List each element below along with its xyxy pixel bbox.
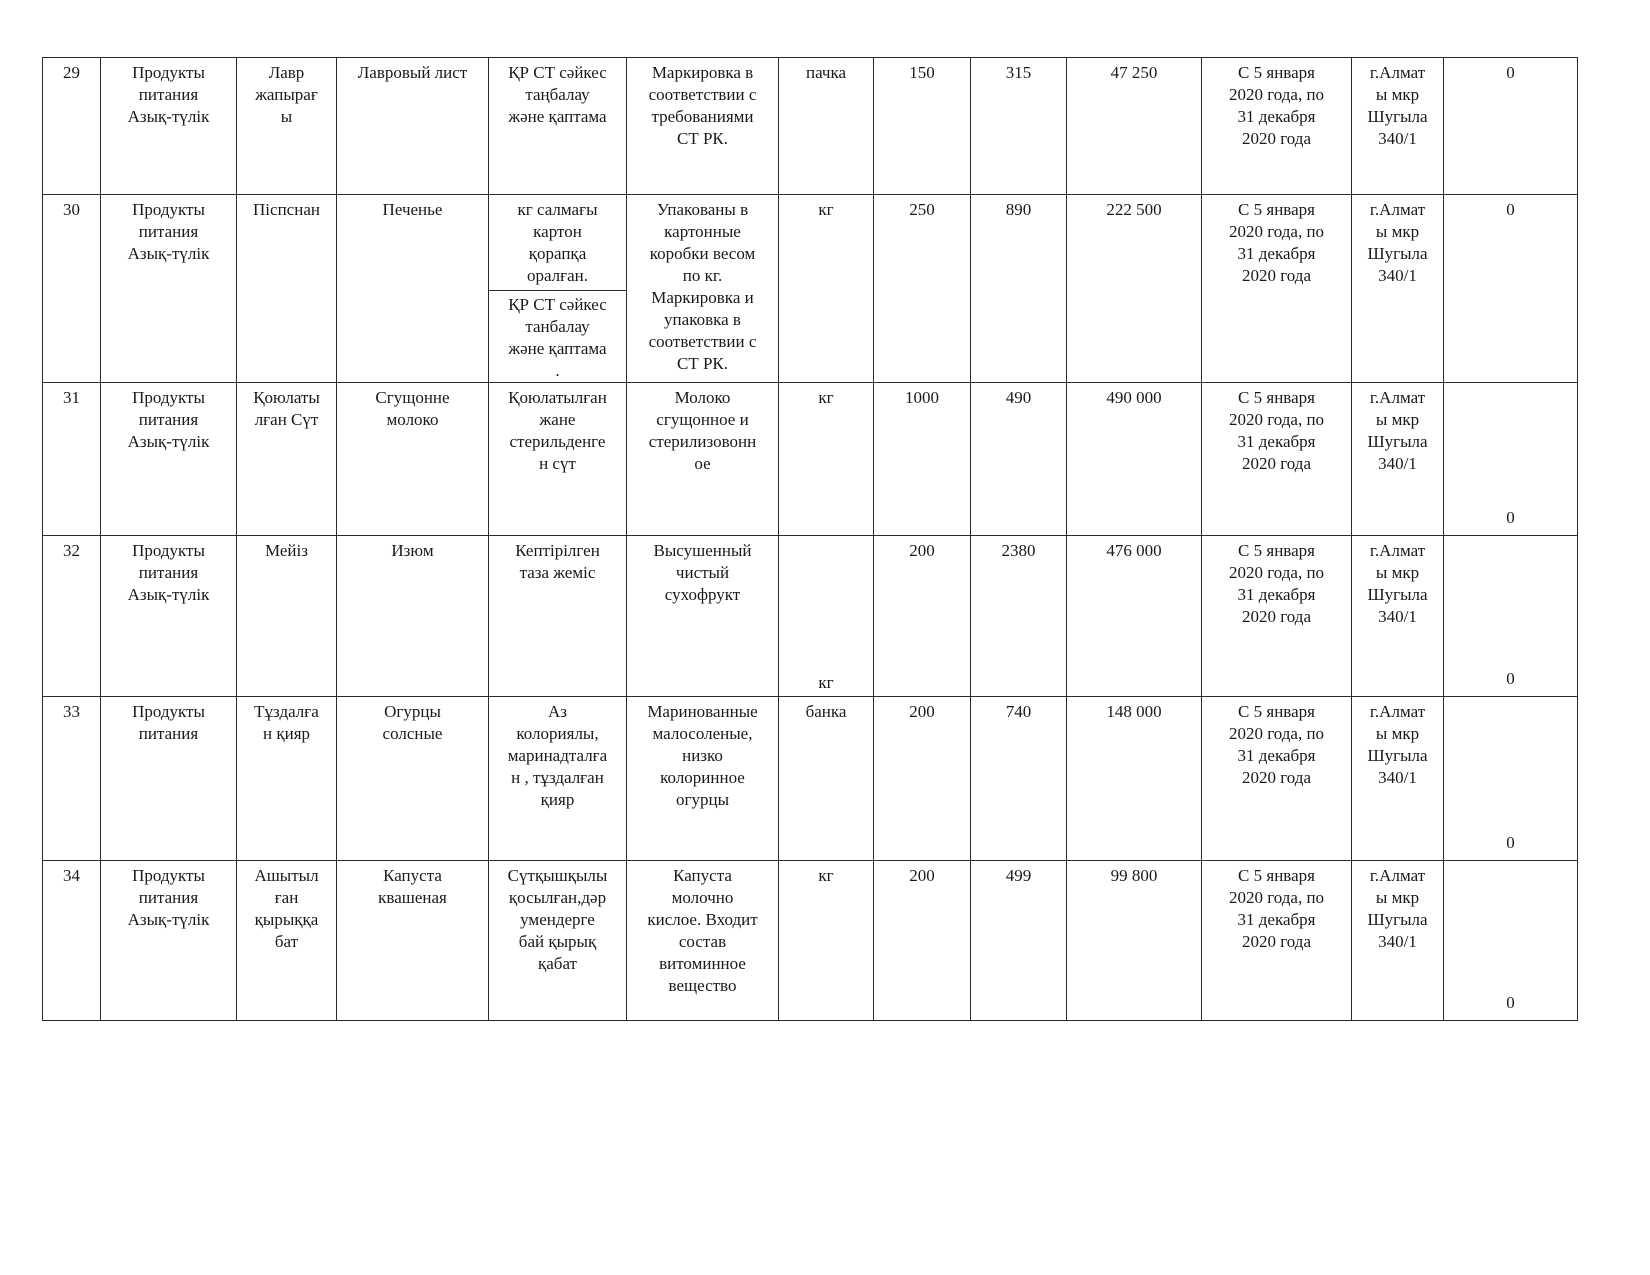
cell-line: Капуста xyxy=(673,866,732,885)
name-ru-cell xyxy=(337,383,489,536)
row-number: 32 xyxy=(43,536,101,697)
cell-line: 340/1 xyxy=(1378,932,1417,951)
unit-cell xyxy=(779,195,874,383)
cell-line: картон xyxy=(533,222,582,241)
cell-line: танбалау xyxy=(525,317,590,336)
cell-line: ы xyxy=(280,107,293,126)
spec-kz-part xyxy=(493,199,622,290)
spec-kz-cell xyxy=(489,58,627,195)
cell-line: 31 декабря xyxy=(1237,432,1316,451)
cell-line: Высушенный xyxy=(653,541,752,560)
period-cell xyxy=(1202,536,1352,697)
cell-line: Лавровый лист xyxy=(357,63,468,82)
cell-line: С 5 января xyxy=(1238,200,1315,219)
spec-ru-cell xyxy=(627,697,779,861)
cell-line: колоринное xyxy=(660,768,745,787)
cell-line: квашеная xyxy=(378,888,447,907)
name-kz-cell xyxy=(237,861,337,1021)
cell-line: стерильденге xyxy=(509,432,606,451)
address-cell xyxy=(1352,195,1444,383)
price-cell: 499 xyxy=(971,861,1067,1021)
address-cell xyxy=(1352,58,1444,195)
cell-line: 2020 года xyxy=(1241,454,1311,473)
cell-line: С 5 января xyxy=(1238,63,1315,82)
quantity-cell: 200 xyxy=(874,536,971,697)
cell-line: питания xyxy=(138,85,199,104)
cell-line: ы мкр xyxy=(1375,410,1420,429)
cell-line: 2020 года, по xyxy=(1228,888,1325,907)
cell-line: 2020 года, по xyxy=(1228,563,1325,582)
cell-line: молочно xyxy=(671,888,734,907)
cell-line: питания xyxy=(138,410,199,429)
cell-line: СТ РК. xyxy=(676,354,729,373)
name-ru-cell xyxy=(337,861,489,1021)
sum-cell: 222 500 xyxy=(1067,195,1202,383)
cell-line: соответствии с xyxy=(648,85,757,104)
name-kz-cell xyxy=(237,58,337,195)
cell-line: Маркировка и xyxy=(651,288,754,307)
cell-line: Продукты xyxy=(132,702,205,721)
category-cell xyxy=(101,383,237,536)
advance-cell xyxy=(1444,58,1578,195)
cell-line: по кг. xyxy=(682,266,723,285)
cell-line: таңбалау xyxy=(525,85,590,104)
spec-ru-cell xyxy=(627,195,779,383)
cell-line: чистый xyxy=(675,563,730,582)
price-cell: 890 xyxy=(971,195,1067,383)
unit-cell xyxy=(779,697,874,861)
cell-line: 2020 года xyxy=(1241,129,1311,148)
cell-line: . xyxy=(555,361,560,380)
cell-line: 31 декабря xyxy=(1237,107,1316,126)
cell-line: Шугыла xyxy=(1367,910,1428,929)
spec-kz-part xyxy=(493,540,622,587)
table-row xyxy=(43,536,1578,697)
cell-line: Огурцы xyxy=(384,702,441,721)
cell-line: бай қырық xyxy=(518,932,597,951)
name-ru-cell xyxy=(337,58,489,195)
cell-line: малосоленые, xyxy=(652,724,753,743)
cell-line: 31 декабря xyxy=(1237,244,1316,263)
price-cell: 490 xyxy=(971,383,1067,536)
cell-line: Азық-түлік xyxy=(127,585,210,604)
spec-kz-cell xyxy=(489,697,627,861)
cell-line: Шугыла xyxy=(1367,244,1428,263)
quantity-cell: 1000 xyxy=(874,383,971,536)
address-cell xyxy=(1352,697,1444,861)
advance-cell xyxy=(1444,861,1578,1021)
address-cell xyxy=(1352,861,1444,1021)
name-ru-cell xyxy=(337,697,489,861)
cell-line: сгущонное и xyxy=(656,410,749,429)
cell-line: Упакованы в xyxy=(656,200,749,219)
sum-cell: 476 000 xyxy=(1067,536,1202,697)
cell-line: г.Алмат xyxy=(1369,200,1426,219)
cell-line: требованиями xyxy=(651,107,754,126)
cell-line: питания xyxy=(138,222,199,241)
cell-line: питания xyxy=(138,888,199,907)
spec-kz-part xyxy=(489,290,626,382)
cell-line: Продукты xyxy=(132,63,205,82)
cell-line: маринадталға xyxy=(507,746,608,765)
cell-line: ы мкр xyxy=(1375,888,1420,907)
cell-line: солсные xyxy=(382,724,443,743)
spec-kz-cell xyxy=(489,383,627,536)
cell-line: 2020 года, по xyxy=(1228,724,1325,743)
cell-line: жане xyxy=(539,410,576,429)
unit-cell xyxy=(779,536,874,697)
advance-value: 0 xyxy=(1506,669,1515,688)
category-cell xyxy=(101,697,237,861)
cell-line: Шугыла xyxy=(1367,746,1428,765)
cell-line: Азық-түлік xyxy=(127,432,210,451)
period-cell xyxy=(1202,383,1352,536)
unit-value: кг xyxy=(818,673,834,692)
quantity-cell: 150 xyxy=(874,58,971,195)
spec-kz-cell xyxy=(489,861,627,1021)
cell-line: Продукты xyxy=(132,388,205,407)
table-row xyxy=(43,58,1578,195)
cell-line: 340/1 xyxy=(1378,266,1417,285)
unit-value: кг xyxy=(818,388,834,407)
cell-line: Изюм xyxy=(391,541,434,560)
cell-line: н , тұздалған xyxy=(511,768,604,787)
price-cell: 2380 xyxy=(971,536,1067,697)
cell-line: жапырағ xyxy=(255,85,318,104)
cell-line: 2020 года xyxy=(1241,607,1311,626)
sum-cell: 99 800 xyxy=(1067,861,1202,1021)
row-number: 29 xyxy=(43,58,101,195)
cell-line: Сүтқышқылы xyxy=(507,866,608,885)
spec-kz-cell xyxy=(489,536,627,697)
spec-kz-part xyxy=(493,701,622,814)
name-kz-cell xyxy=(237,195,337,383)
spec-ru-cell xyxy=(627,58,779,195)
name-ru-cell xyxy=(337,536,489,697)
cell-line: картонные xyxy=(664,222,741,241)
cell-line: Ашытыл xyxy=(254,866,319,885)
period-cell xyxy=(1202,861,1352,1021)
cell-line: С 5 января xyxy=(1238,702,1315,721)
cell-line: ҚР СТ сәйкес xyxy=(508,295,607,314)
cell-line: 340/1 xyxy=(1378,129,1417,148)
sum-cell: 490 000 xyxy=(1067,383,1202,536)
row-number: 30 xyxy=(43,195,101,383)
cell-line: 2020 года xyxy=(1241,266,1311,285)
cell-line: ы мкр xyxy=(1375,85,1420,104)
cell-line: Лавр xyxy=(268,63,305,82)
cell-line: вещество xyxy=(668,976,737,995)
advance-cell xyxy=(1444,536,1578,697)
table-row xyxy=(43,383,1578,536)
unit-value: банка xyxy=(805,702,847,721)
address-cell xyxy=(1352,536,1444,697)
cell-line: 2020 года xyxy=(1241,768,1311,787)
cell-line: Қоюлаты xyxy=(253,388,320,407)
cell-line: колориялы, xyxy=(516,724,599,743)
cell-line: С 5 января xyxy=(1238,541,1315,560)
category-cell xyxy=(101,861,237,1021)
cell-line: ое xyxy=(694,454,711,473)
cell-line: огурцы xyxy=(676,790,729,809)
cell-line: қабат xyxy=(538,954,577,973)
cell-line: Маринованные xyxy=(647,702,758,721)
cell-line: упаковка в xyxy=(664,310,741,329)
advance-value: 0 xyxy=(1506,993,1515,1012)
table-row xyxy=(43,861,1578,1021)
cell-line: соответствии с xyxy=(648,332,757,351)
cell-line: кислое. Входит xyxy=(647,910,758,929)
advance-value: 0 xyxy=(1506,63,1515,82)
category-cell xyxy=(101,195,237,383)
quantity-cell: 200 xyxy=(874,697,971,861)
cell-line: Маркировка в xyxy=(651,63,754,82)
cell-line: питания xyxy=(138,563,199,582)
spec-ru-cell xyxy=(627,383,779,536)
sum-cell: 47 250 xyxy=(1067,58,1202,195)
cell-line: Мейіз xyxy=(265,541,308,560)
cell-line: Аз xyxy=(548,702,567,721)
cell-line: қияр xyxy=(540,790,575,809)
category-cell xyxy=(101,536,237,697)
quantity-cell: 250 xyxy=(874,195,971,383)
sum-cell: 148 000 xyxy=(1067,697,1202,861)
advance-cell xyxy=(1444,383,1578,536)
spec-kz-part xyxy=(493,62,622,131)
cell-line: коробки весом xyxy=(649,244,756,263)
cell-line: г.Алмат xyxy=(1369,541,1426,560)
unit-cell xyxy=(779,861,874,1021)
advance-value: 0 xyxy=(1506,200,1515,219)
cell-line: Шугыла xyxy=(1367,107,1428,126)
cell-line: г.Алмат xyxy=(1369,866,1426,885)
cell-line: умендерге xyxy=(520,910,595,929)
cell-line: Сгущонне xyxy=(375,388,450,407)
price-cell: 315 xyxy=(971,58,1067,195)
row-number: 34 xyxy=(43,861,101,1021)
cell-line: н қияр xyxy=(262,724,311,743)
cell-line: таза жеміс xyxy=(519,563,596,582)
name-kz-cell xyxy=(237,383,337,536)
cell-line: қосылған,дәр xyxy=(508,888,607,907)
cell-line: низко xyxy=(682,746,723,765)
cell-line: қорапқа xyxy=(528,244,587,263)
cell-line: СТ РК. xyxy=(676,129,729,148)
quantity-cell: 200 xyxy=(874,861,971,1021)
cell-line: ы мкр xyxy=(1375,222,1420,241)
spec-ru-cell xyxy=(627,861,779,1021)
advance-cell xyxy=(1444,697,1578,861)
cell-line: 2020 года, по xyxy=(1228,410,1325,429)
cell-line: ған xyxy=(274,888,299,907)
cell-line: Тұздалға xyxy=(254,702,319,721)
cell-line: молоко xyxy=(386,410,439,429)
procurement-table-sheet xyxy=(42,57,1577,1021)
spec-ru-cell xyxy=(627,536,779,697)
cell-line: 2020 года xyxy=(1241,932,1311,951)
cell-line: Азық-түлік xyxy=(127,910,210,929)
cell-line: Молоко xyxy=(674,388,731,407)
cell-line: С 5 января xyxy=(1238,388,1315,407)
cell-line: г.Алмат xyxy=(1369,388,1426,407)
cell-line: бат xyxy=(274,932,299,951)
unit-value: кг xyxy=(818,866,834,885)
advance-value: 0 xyxy=(1506,508,1515,527)
row-number: 33 xyxy=(43,697,101,861)
cell-line: Продукты xyxy=(132,200,205,219)
unit-value: пачка xyxy=(805,63,847,82)
period-cell xyxy=(1202,697,1352,861)
category-cell xyxy=(101,58,237,195)
cell-line: г.Алмат xyxy=(1369,702,1426,721)
cell-line: Шугыла xyxy=(1367,585,1428,604)
cell-line: Продукты xyxy=(132,541,205,560)
cell-line: кг салмағы xyxy=(517,200,598,219)
row-number: 31 xyxy=(43,383,101,536)
cell-line: Шугыла xyxy=(1367,432,1428,451)
cell-line: лған Сүт xyxy=(254,410,319,429)
cell-line: 340/1 xyxy=(1378,768,1417,787)
address-cell xyxy=(1352,383,1444,536)
procurement-table xyxy=(42,57,1578,1021)
price-cell: 740 xyxy=(971,697,1067,861)
cell-line: Кептірілген xyxy=(515,541,600,560)
cell-line: ҚР СТ сәйкес xyxy=(508,63,607,82)
unit-cell xyxy=(779,58,874,195)
spec-kz-cell xyxy=(489,195,627,383)
table-body xyxy=(43,58,1578,1021)
unit-value: кг xyxy=(818,200,834,219)
cell-line: витоминное xyxy=(659,954,746,973)
cell-line: қырыққа xyxy=(254,910,319,929)
cell-line: 31 декабря xyxy=(1237,910,1316,929)
cell-line: және қаптама xyxy=(508,339,607,358)
cell-line: 2020 года, по xyxy=(1228,222,1325,241)
cell-line: Азық-түлік xyxy=(127,244,210,263)
table-row xyxy=(43,195,1578,383)
cell-line: 340/1 xyxy=(1378,454,1417,473)
cell-line: С 5 января xyxy=(1238,866,1315,885)
table-row xyxy=(43,697,1578,861)
spec-kz-part xyxy=(493,865,622,978)
cell-line: оралған. xyxy=(526,266,589,285)
cell-line: состав xyxy=(678,932,727,951)
cell-line: Печенье xyxy=(382,200,443,219)
cell-line: г.Алмат xyxy=(1369,63,1426,82)
cell-line: және қаптама xyxy=(508,107,607,126)
cell-line: Продукты xyxy=(132,866,205,885)
cell-line: питания xyxy=(138,724,199,743)
cell-line: 340/1 xyxy=(1378,607,1417,626)
spec-kz-part xyxy=(493,387,622,478)
cell-line: 31 декабря xyxy=(1237,585,1316,604)
cell-line: н сүт xyxy=(539,454,576,473)
cell-line: сухофрукт xyxy=(664,585,741,604)
cell-line: 31 декабря xyxy=(1237,746,1316,765)
advance-cell xyxy=(1444,195,1578,383)
period-cell xyxy=(1202,195,1352,383)
cell-line: 2020 года, по xyxy=(1228,85,1325,104)
cell-line: Азық-түлік xyxy=(127,107,210,126)
unit-cell xyxy=(779,383,874,536)
advance-value: 0 xyxy=(1506,833,1515,852)
cell-line: Капуста xyxy=(383,866,442,885)
period-cell xyxy=(1202,58,1352,195)
cell-line: Піспснан xyxy=(253,200,320,219)
cell-line: стерилизовонн xyxy=(648,432,757,451)
name-kz-cell xyxy=(237,697,337,861)
name-kz-cell xyxy=(237,536,337,697)
cell-line: Қоюлатылған xyxy=(508,388,607,407)
cell-line: ы мкр xyxy=(1375,563,1420,582)
cell-line: ы мкр xyxy=(1375,724,1420,743)
name-ru-cell xyxy=(337,195,489,383)
